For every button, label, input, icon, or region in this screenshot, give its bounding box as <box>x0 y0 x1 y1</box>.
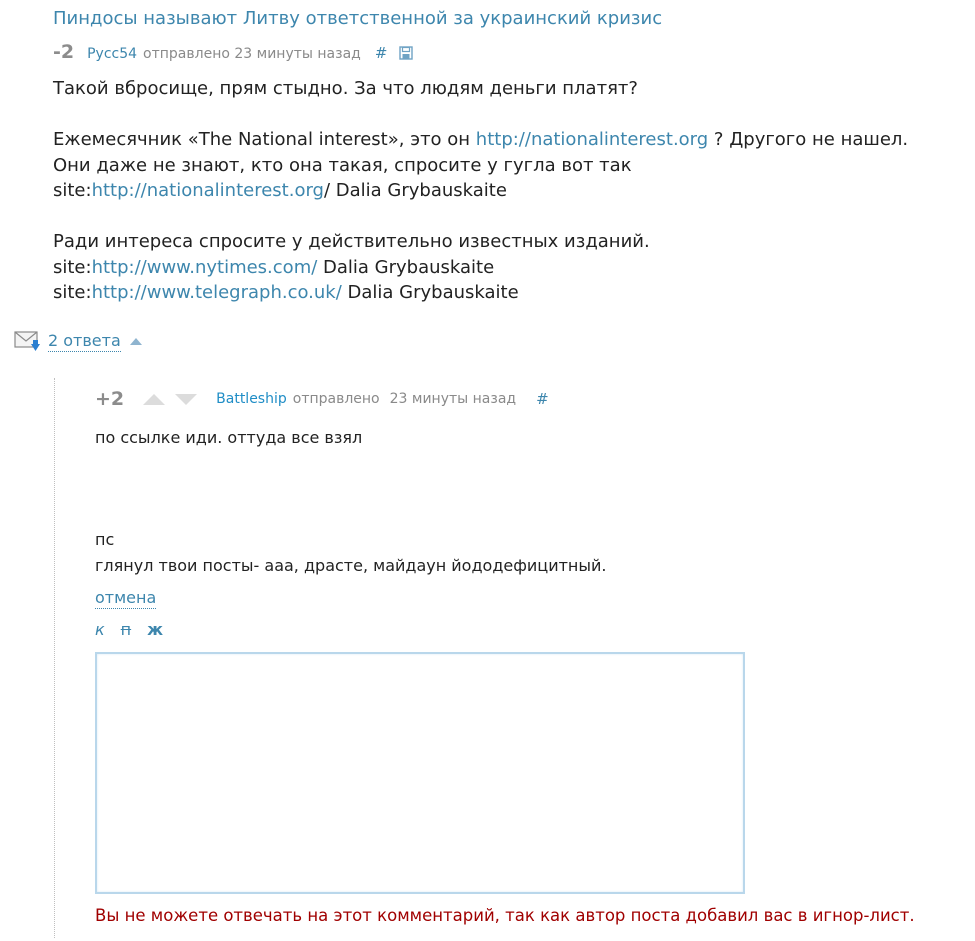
comment-score: -2 <box>53 41 75 63</box>
comment-body <box>53 76 908 306</box>
post-title-link[interactable]: Пиндосы называют Литву ответственной за украинский кризис <box>53 8 663 29</box>
reply-line: глянул твои посты- ааа, драсте, майдаун йододефицитный. <box>95 555 607 575</box>
comment-text: ? Другого не нашел. <box>708 129 909 150</box>
reply-sent-label: отправлено <box>292 391 380 407</box>
comment-line: Они даже не знают, кто она такая, спросите у гугла вот так <box>53 154 632 176</box>
comment-line <box>53 280 908 306</box>
comment-text: Dalia Grybauskaite <box>341 282 519 303</box>
reply-author-link[interactable]: Battleship <box>216 391 287 407</box>
comment-permalink[interactable]: # <box>374 44 388 62</box>
reply-body <box>95 425 607 578</box>
comment-line: Такой вбросище, прям стыдно. За что людям деньги платят? <box>53 78 638 99</box>
reply-sent-time: 23 минуты назад <box>389 391 517 407</box>
reply-line: по ссылке иди. оттуда все взял <box>95 428 363 447</box>
reply-line: пс <box>95 530 115 549</box>
comment-text: Dalia Grybauskaite <box>317 256 495 278</box>
reply-permalink[interactable]: # <box>536 390 549 408</box>
comment-line <box>53 255 908 281</box>
comment-text: / Dalia Grybauskaite <box>323 180 507 201</box>
comment-sent-time: отправлено 23 минуты назад <box>143 46 361 62</box>
reply-meta <box>95 388 549 410</box>
strikethrough-button[interactable]: п <box>120 620 132 639</box>
mail-icon <box>14 329 42 353</box>
comment-text: site: <box>53 180 92 201</box>
ignore-list-error: Вы не можете отвечать на этот комментарий, так как автор поста добавил вас в игнор-лист. <box>95 906 915 925</box>
chevron-up-icon[interactable] <box>129 336 143 346</box>
reply-textarea[interactable] <box>95 652 745 894</box>
comment-author-link[interactable]: Русс54 <box>87 46 138 62</box>
comment-text: Ежемесячник «The National interest», это он <box>53 129 476 150</box>
downvote-icon[interactable] <box>174 392 198 406</box>
reply-score: +2 <box>95 388 125 410</box>
comment-text: site: <box>53 256 92 278</box>
italic-button[interactable]: к <box>95 620 105 639</box>
comment-link[interactable]: http://www.nytimes.com/ <box>91 256 318 278</box>
comment-link[interactable]: http://nationalinterest.org <box>475 129 709 150</box>
save-icon[interactable] <box>399 45 413 59</box>
upvote-icon[interactable] <box>142 392 166 406</box>
comment-meta <box>53 41 413 63</box>
thread-line <box>54 378 55 938</box>
format-toolbar <box>95 620 163 639</box>
replies-toggle[interactable] <box>14 329 143 353</box>
cancel-link[interactable]: отмена <box>95 588 157 607</box>
comment-text: site: <box>53 282 92 303</box>
comment-link[interactable]: http://www.telegraph.co.uk/ <box>91 282 342 303</box>
comment-line: Ради интереса спросите у действительно известных изданий. <box>53 231 650 252</box>
replies-count-link[interactable]: 2 ответа <box>48 330 121 350</box>
comment-line <box>53 127 908 153</box>
bold-button[interactable]: ж <box>147 620 164 639</box>
comment-link[interactable]: http://nationalinterest.org <box>91 180 324 201</box>
comment-line <box>53 178 908 204</box>
